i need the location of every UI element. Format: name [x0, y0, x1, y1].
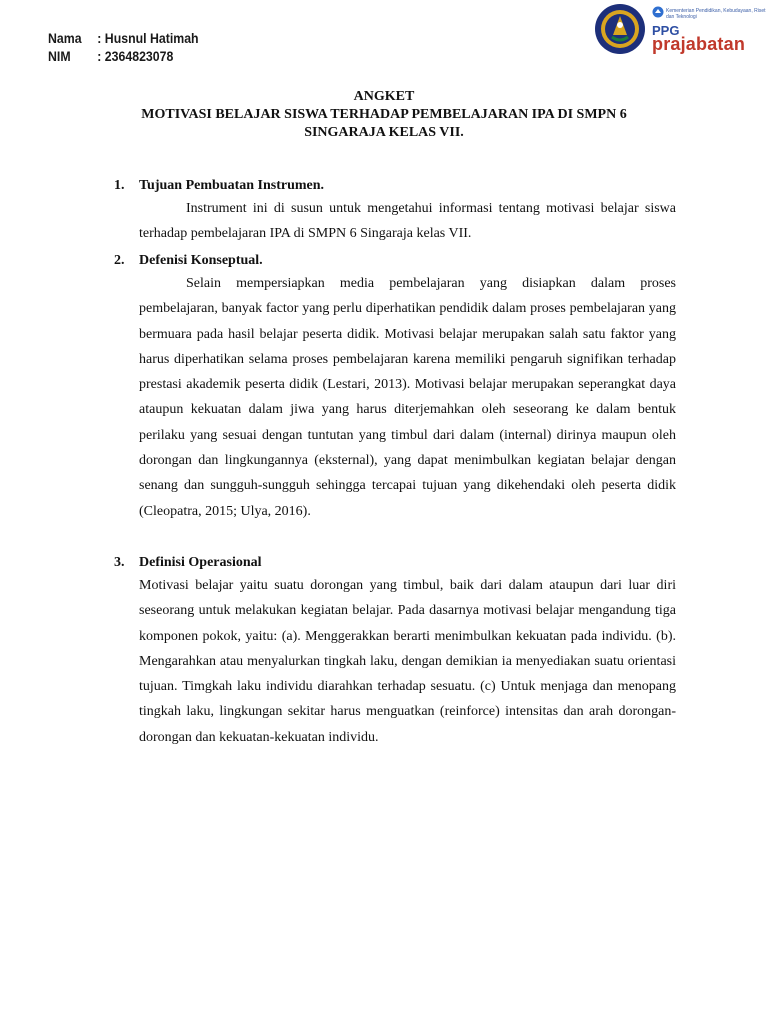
ppg-text: PPG: [652, 23, 680, 38]
section-operasional: [114, 553, 676, 750]
ppg-logo: [652, 6, 768, 54]
section-konseptual: [114, 251, 676, 524]
name-value: : Husnul Hatimah: [97, 30, 199, 46]
section-number: 2.: [114, 253, 125, 268]
title-line-1: ANGKET: [353, 89, 415, 104]
name-label: Nama: [48, 30, 82, 46]
nim-row: [48, 47, 199, 65]
ministry-logo-icon: [652, 6, 664, 18]
section-title: Definisi Operasional: [139, 555, 262, 570]
section-paragraph: Instrument ini di susun untuk mengetahui informasi tentang motivasi belajar siswa terhadap pembelajaran IPA di SMPN 6 Singaraja kelas VII.: [139, 201, 676, 242]
section-title: Defenisi Konseptual.: [139, 253, 263, 268]
section-number: 1.: [114, 178, 125, 193]
section-heading: [114, 176, 676, 196]
header-logos: [588, 0, 768, 56]
title-line-3: SINGARAJA KELAS VII.: [304, 125, 464, 140]
section-heading: [114, 553, 676, 573]
nim-label: NIM: [48, 48, 71, 64]
nim-value: : 2364823078: [97, 48, 174, 64]
section-title: Tujuan Pembuatan Instrumen.: [139, 178, 325, 193]
section-number: 3.: [114, 555, 125, 570]
document-title: [96, 88, 672, 142]
name-row: [48, 29, 199, 47]
section-heading: [114, 251, 676, 271]
prajabatan-text: prajabatan: [652, 34, 746, 54]
section-paragraph: Selain mempersiapkan media pembelajaran yang disiapkan dalam proses pembelajaran, banyak factor yang perlu diperhatikan pendidik dalam proses pembelajaran yang bermuara pada hasil belajar peserta didik. Motivasi belajar merupakan salah satu faktor yang harus diperhatikan selama proses pembelajaran karena memiliki pengaruh signifikan terhadap prestasi akademik peserta didik (Lestari, 2013). Motivasi belajar merupakan seperangkat daya ataupun kekuatan dalam jiwa yang harus diterjemahkan oleh seseorang ke dalam bentuk perilaku yang sesuai dengan tuntutan yang timbul dari dalam (internal) dirinya maupun oleh dorongan dan lingkungannya (eksternal), yang dapat menimbulkan kegiatan belajar dengan senang dan sungguh-sungguh sehingga tercapai tujuan yang dikehendaki oleh peserta didik (Cleopatra, 2015; Ulya, 2016).: [139, 276, 676, 519]
student-identity: [48, 29, 199, 65]
university-seal-icon: [594, 3, 646, 55]
title-line-2: MOTIVASI BELAJAR SISWA TERHADAP PEMBELAJARAN IPA DI SMPN 6: [141, 107, 627, 122]
section-paragraph: Motivasi belajar yaitu suatu dorongan yang timbul, baik dari dalam ataupun dari luar diri seseorang untuk melakukan kegiatan belajar. Pada dasarnya motivasi belajar mengandung tiga komponen pokok, yaitu: (a). Menggerakkan berarti menimbulkan kekuatan pada individu. (b). Mengarahkan atau menyalurkan tingkah laku, dengan demikian ia menyediakan suatu orientasi tujuan. Timgkah laku individu diarahkan terhadap sesuatu. (c) Untuk menjaga dan menopang tingkah laku, lingkungan sekitar harus menguatkan (reinforce) intensitas dan arah dorongan-dorongan dan kekuatan-kekuatan individu.: [139, 578, 676, 745]
section-tujuan: [114, 176, 676, 247]
ministry-text: Kementerian Pendidikan, Kebudayaan, Riset dan Teknologi: [666, 8, 766, 20]
